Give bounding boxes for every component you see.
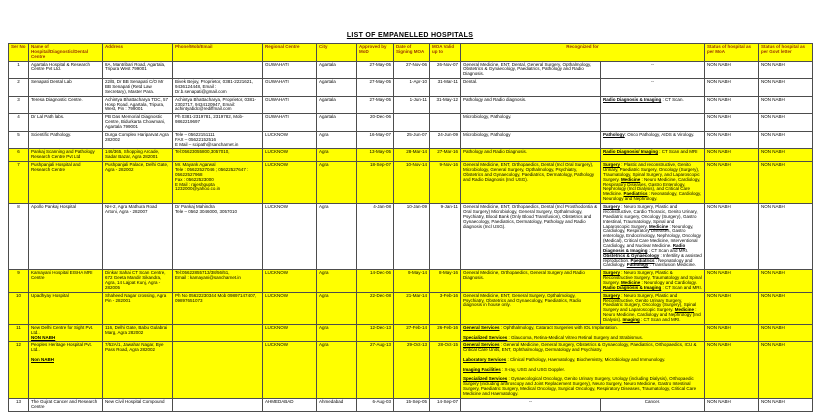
cell-recognized-general: General Medicine, ENT, Orthopaedics, Dental (Incl Prosthodontia & Oral Surgery) Microbiology, General Surgery, Opthalmology, Psychiatry, Blood Bank (Only Blood Transfusion), Obstetrics and Gynaecology, Paediatrics, Dermatology, Pathology and Radio diagnosis (Incl USG). [461, 204, 601, 270]
cell-regional-centre: LUCKNOW [263, 292, 317, 324]
cell-status-moa: NON NABH [705, 398, 759, 411]
cell-recognized-special: Surgery : Neuro Surgery, Plastic & Reconstructive Surgery, Traumatology and Spinal Surgery. Medicine : Neurology and Cardiology. Radio Diagnosis & Imaging : CT Scan and MRI. [601, 270, 705, 292]
table-row [9, 96, 813, 114]
cell-moa-valid-up-to: 27-Mar-16 [430, 149, 461, 162]
cell-phone: Bivek Bejoy, Proprietor, 0381-2221621, 9436124448, Email : Dr.b.senapati@gmail.com [173, 79, 263, 97]
cell-phone: Ph 0381-2319781, 2319782, Mob-9862219697 [173, 114, 263, 132]
cell-regional-centre: LUCKNOW [263, 162, 317, 204]
table-row [9, 162, 813, 204]
cell-phone [173, 324, 263, 342]
cell-recognized-special: Cancer. [601, 398, 705, 411]
cell-ser-no: 12 [9, 342, 29, 398]
header-cell: Recognized for [461, 44, 705, 62]
cell-date-of-signing-moa: 21-Mar-14 [394, 292, 430, 324]
cell-city: Agartala [317, 96, 357, 114]
cell-recognized-general: General Medicine, ENT, Dental, General Surgery, Opthalmology, Obstetrics & Gynaecology, Paediatrics, Pathology and Radio Diagnosis. [461, 61, 601, 79]
cell-date-of-signing-moa: 15-Sep-05 [394, 398, 430, 411]
cell-city: Agra [317, 292, 357, 324]
cell-city: Agra [317, 149, 357, 162]
cell-ser-no: 11 [9, 324, 29, 342]
cell-date-of-signing-moa: 10-Jan-09 [394, 204, 430, 270]
cell-city: Agartala [317, 114, 357, 132]
cell-moa-valid-up-to: 9-Jan-11 [430, 204, 461, 270]
header-cell: Status of hospital as per MoA [705, 44, 759, 62]
cell-moa-valid-up-to: 31-Mar-11 [430, 79, 461, 97]
cell-status-moa: NON NABH [705, 292, 759, 324]
cell-city: Agartala [317, 79, 357, 97]
cell-phone: Ph No 05622230344 Mob 09897147407, 09897651073 [173, 292, 263, 324]
cell-name: Scientific Pathology. [29, 131, 103, 149]
cell-regional-centre: LUCKNOW [263, 204, 317, 270]
cell-date-of-signing-moa: 29-Oct-13 [394, 342, 430, 398]
cell-phone: Tel:05622855713/38/56/51, Email : kamayani@sancharnet.in [173, 270, 263, 292]
cell-status-govt: NON NABH [759, 114, 813, 132]
cell-approved-by-mod: 22-Dec-08 [357, 292, 394, 324]
cell-name: Pankaj Scanning and Pathology Research Centre Pvt Ltd [29, 149, 103, 162]
cell-approved-by-mod: 4-Jan-08 [357, 204, 394, 270]
cell-ser-no: 3 [9, 96, 29, 114]
header-cell: City [317, 44, 357, 62]
table-row [9, 398, 813, 411]
cell-status-moa: NON NABH [705, 149, 759, 162]
cell-status-govt: NON NABH [759, 342, 813, 398]
cell-status-moa: NON NABH [705, 342, 759, 398]
cell-name: The Gujrat Cancer and Research Centre [29, 398, 103, 411]
cell-recognized-general: Microbiology, Pathology. [461, 114, 601, 132]
cell-address: PB Das Memorial Diagnostic Centre, Bidurkarta Chowmani, Agartala 799001 [103, 114, 173, 132]
cell-approved-by-mod: 20-Dec-06 [357, 114, 394, 132]
cell-regional-centre: LUCKNOW [263, 342, 317, 398]
cell-approved-by-mod: 18-Sep-07 [357, 162, 394, 204]
cell-date-of-signing-moa: 27-Feb-14 [394, 324, 430, 342]
cell-moa-valid-up-to: 24-Jun-09 [430, 131, 461, 149]
cell-recognized-special: Surgery : Neuro Surgery, Plastic and reconstructive, Cardio Thoracic, Genito Urinary, Paediatric surgery, Oncology (Surgery), Gastro Intestinal, Traumatology, Spinal and Laparoscopic Surgery. Medicine : Neurology, Cardiology, Respiratory Diseases, Gastro enterology, Endocrinology, Nephrology, Oncology (Medical), Critical Care Medicine, Interventional Cardiology, and Nuclear Medicine. Radio Diagnosis & Imaging : CT Scan and MRI. Obstetrics & Gynaecology : Infertility & assisted reproduction. Paediatrics : Neonatology and Cardiology. Pathology : Transfusion Medicine. [601, 204, 705, 270]
cell-regional-centre: LUCKNOW [263, 270, 317, 292]
cell-moa-valid-up-to: 8-May-16 [430, 270, 461, 292]
header-row [9, 44, 813, 62]
table-row [9, 131, 813, 149]
table-row [9, 149, 813, 162]
header-cell: MOA Valid up to [430, 44, 461, 62]
cell-city: Ahmedabad [317, 398, 357, 411]
cell-ser-no: 8 [9, 204, 29, 270]
cell-recognized-special: -- [601, 61, 705, 79]
cell-address: 146/365, Shopping Arcade, Sadar Bazar, Agra 282001 [103, 149, 173, 162]
table-row [9, 324, 813, 342]
cell-date-of-signing-moa: 10-Nov-14 [394, 162, 430, 204]
cell-name: Peoples Heritage Hospital Pvt. Ltd.. Non NABH [29, 342, 103, 398]
cell-moa-valid-up-to: 3-Feb-16 [430, 292, 461, 324]
cell-status-moa: NON NABH [705, 79, 759, 97]
cell-moa-valid-up-to: 9-Nov-16 [430, 162, 461, 204]
cell-status-govt: NON NABH [759, 204, 813, 270]
cell-recognized: General Services : General Medicine, General Surgery, Obstetrics & Gynaecology, Paediatrics, Orthopaedics, ICU & Critical Care Units, ENT, Ophthalmology, Dermatology and Psychiatry. Laboratory Services : Clinical Pathology, Haematology, Biochemistry, Microbiology and Immunology. Imaging Facilities : X-ray, USG and USG Doppler. Specialized Services : Gynaecological Oncology, Genito Urinary Surgery, Urology (including Dialysis), Orthopaedic Surgery (including arthroscopy and Joint Replacement Surgery), Neuro Surgery, Neuro Medicine, Gastro Intestinal Surgery, Paediatric Surgery, Medical Oncology, Surgical Oncology, Respiratory Diseases, Traumatology, Critical Care Medicine and Haematology. [461, 342, 705, 398]
cell-approved-by-mod: 27-May-05 [357, 79, 394, 97]
cell-moa-valid-up-to: 26-Feb-16 [430, 324, 461, 342]
header-cell: Name of Hospital/Diagnostic/Dental Centre [29, 44, 103, 62]
cell-name: Upadhyay Hospital [29, 292, 103, 324]
cell-regional-centre: LUCKNOW [263, 324, 317, 342]
cell-recognized-special: -- [601, 79, 705, 97]
cell-ser-no: 1 [9, 61, 29, 79]
cell-approved-by-mod: 16-May-07 [357, 131, 394, 149]
cell-name: Pushpanjali Hospital and Research Centre [29, 162, 103, 204]
cell-regional-centre: GUWAHATI [263, 61, 317, 79]
cell-recognized-general: -- [461, 398, 601, 411]
cell-approved-by-mod: 27-May-05 [357, 96, 394, 114]
cell-approved-by-mod: 27-Aug-13 [357, 342, 394, 398]
header-cell: Address [103, 44, 173, 62]
cell-status-govt: NON NABH [759, 79, 813, 97]
cell-phone: Dr Pankaj Mahindra Tele – 0562 3046000, 3057010 [173, 204, 263, 270]
cell-regional-centre: GUWAHATI [263, 79, 317, 97]
cell-moa-valid-up-to: 14-Sep-07 [430, 398, 461, 411]
cell-regional-centre: LUCKNOW [263, 131, 317, 149]
table-row [9, 204, 813, 270]
cell-recognized-special: Surgery : Neuro Surgery, Plastic and Reconstructive, Genito Urinary Surgery, Paediatric Surgery, Oncology (Surgery), Spinal Surgery and Laparoscopic Surgery. Medicine : Neuro Medicine, Cardiology and Nephrology (Incl Dialysis). Imaging : CT Scan and MRI. [601, 292, 705, 324]
cell-status-moa: NON NABH [705, 204, 759, 270]
table-row [9, 79, 813, 97]
cell-status-govt: NON NABH [759, 96, 813, 114]
cell-regional-centre: LUCKNOW [263, 149, 317, 162]
cell-recognized-general: Pathology and Radio diagnosis. [461, 96, 601, 114]
table-row [9, 61, 813, 79]
cell-status-govt: NON NABH [759, 131, 813, 149]
cell-city: Agra [317, 204, 357, 270]
cell-status-moa: NON NABH [705, 270, 759, 292]
header-cell: Approved by MoD [357, 44, 394, 62]
header-cell: Phone/Mob/Email [173, 44, 263, 62]
cell-status-moa: NON NABH [705, 114, 759, 132]
cell-phone [173, 398, 263, 411]
cell-ser-no: 6 [9, 149, 29, 162]
cell-status-govt: NON NABH [759, 162, 813, 204]
cell-recognized-special: Radio Diagnosis & Imaging : CT Scan. [601, 96, 705, 114]
cell-name: Kamayani Hospital EISHA MRI Centre [29, 270, 103, 292]
cell-status-moa: NON NABH [705, 61, 759, 79]
table-row [9, 270, 813, 292]
cell-approved-by-mod: 13-May-05 [357, 149, 394, 162]
cell-phone [173, 342, 263, 398]
cell-city: Agra [317, 162, 357, 204]
cell-recognized-general: General Medicine, ENT, General Surgery, Opthalmology, Psychiatry, Obstetrics and Gynaecology, Paediatrics, Radio diagnosis in house only. [461, 292, 601, 324]
cell-address: Achintya Bhattacharya TDC, 57 Hosp Road, Agartala, Tripura, West, Pin : 799001 [103, 96, 173, 114]
cell-phone: Tel:05623055800,3057010, [173, 149, 263, 162]
cell-regional-centre: GUWAHATI [263, 96, 317, 114]
cell-ser-no: 10 [9, 292, 29, 324]
cell-phone: Achintya Bhattacharya, Proprietor, 0381-2302717, 9434120947, Email: achintyabdc@rediffmail.com [173, 96, 263, 114]
cell-ser-no: 2 [9, 79, 29, 97]
cell-date-of-signing-moa: 28-Mar-14 [394, 149, 430, 162]
cell-address: New Civil Hospital Compound [103, 398, 173, 411]
cell-date-of-signing-moa: 9-May-14 [394, 270, 430, 292]
cell-date-of-signing-moa: 1-Apr-10 [394, 79, 430, 97]
cell-moa-valid-up-to: 28-Oct-15 [430, 342, 461, 398]
cell-recognized-special: Surgery : Plastic and reconstructive, Genito Urinary, Paediatric Surgery, Oncology (Surgery), Traumatology, Spinal Surgery, and Laparoscopic Surgery. Medicine : Neuro Medicine, Cardiology, Respiratory Diseases, Gastro Enterology, Nephrology (Incl Dialysis), and Critical Care Medicine. Paediatrics : Neonatology, Cardiology, Neurology and Nephrology. [601, 162, 705, 204]
cell-status-govt: NON NABH [759, 324, 813, 342]
cell-phone [173, 61, 263, 79]
table-row [9, 114, 813, 132]
cell-phone: Mr. Mayank Agarwal Tele : 05622527046 ; 05622527647 : 05622527968 Fax : 05622523000 E Mail : rajeshgupta 1232000@yahoo.co.in [173, 162, 263, 204]
cell-recognized-general: Microbiology, Pathology [461, 131, 601, 149]
cell-name: Dr Lal Path labs. [29, 114, 103, 132]
cell-recognized-general: Dental. [461, 79, 601, 97]
cell-address: 7/52A/1, Jawahar Nagar, Bye Pass Road, Agra 282002 [103, 342, 173, 398]
cell-city: Agra [317, 131, 357, 149]
cell-approved-by-mod: 12-Dec-13 [357, 324, 394, 342]
cell-recognized: General Services : Ophthalmology, Cataract Surgeries with IOL Implantation. Specialized Services : Glaucoma, Retina-Medical Vitreo Retinal Surgery and Strabismus. [461, 324, 705, 342]
table-header [9, 44, 813, 62]
cell-status-moa: NON NABH [705, 162, 759, 204]
cell-city: Agra [317, 342, 357, 398]
cell-ser-no: 13 [9, 398, 29, 411]
header-cell: Regional Centre [263, 44, 317, 62]
header-cell: Date of Signing MOA [394, 44, 430, 62]
cell-status-govt: NON NABH [759, 61, 813, 79]
cell-recognized-general: General Medicine, Orthopaedics, General Surgery and Radio Diagnosis. [461, 270, 601, 292]
cell-ser-no: 9 [9, 270, 29, 292]
cell-address: 8A, Mantribari Road, Agartala, Tripura West 799001 [103, 61, 173, 79]
cell-address: Dinkar Sahai CT Scan Centre, 672 Geeta Mandir Sikandra, Agra, 14 Lajpat Kunj, Agra - 282005 [103, 270, 173, 292]
cell-recognized-general: General Medicine, ENT, Orthopaedics, Dental (Incl Oral Surgery), Microbiology, General Surgery, Opthalmology, Psychiatry, Obstetrics and Gynaecology, Paediatrics, Dermatology, Pathology and Radio Diagnosis (Incl USG). [461, 162, 601, 204]
cell-name: Senapati Dental Lab [29, 79, 103, 97]
cell-status-govt: NON NABH [759, 292, 813, 324]
cell-recognized-general: Pathology and Radio Diagnosis. [461, 149, 601, 162]
cell-date-of-signing-moa [394, 114, 430, 132]
cell-address: NH-2, Agra Mathura Road Artoni, Agra - 282007 [103, 204, 173, 270]
empanelled-hospitals-table [8, 43, 813, 412]
cell-city: Agartala [317, 61, 357, 79]
cell-date-of-signing-moa: 1-Jun-11 [394, 96, 430, 114]
header-cell: Status of hospital as per Govt letter [759, 44, 813, 62]
cell-status-moa: NON NABH [705, 96, 759, 114]
table-row [9, 292, 813, 324]
cell-name: Apollo Pankaj Hospital [29, 204, 103, 270]
cell-recognized-special: Pathology: Onco Pathology, AIDS & Virology. [601, 131, 705, 149]
cell-address: Pushpanjali Palace, Delhi Gate, Agra - 282002 [103, 162, 173, 204]
cell-status-govt: NON NABH [759, 149, 813, 162]
table-body [9, 61, 813, 411]
cell-phone: Tele – 05622151111 FAX – 05622152516 E Mail – scipath@sancharnet.in [173, 131, 263, 149]
cell-regional-centre: AHMEDABAD [263, 398, 317, 411]
cell-status-govt: NON NABH [759, 270, 813, 292]
cell-date-of-signing-moa: 27-Nov-06 [394, 61, 430, 79]
cell-name: New Delhi Centre for Sight Pvt. Ltd.. NON NABH [29, 324, 103, 342]
cell-address: Durga Complex Hariparvat Agra 282002 [103, 131, 173, 149]
cell-moa-valid-up-to [430, 114, 461, 132]
cell-date-of-signing-moa: 25-Jun-07 [394, 131, 430, 149]
cell-regional-centre: GUWAHATI [263, 114, 317, 132]
page-title: LIST OF EMPANELLED HOSPITALS [346, 32, 474, 39]
cell-status-moa: NON NABH [705, 324, 759, 342]
cell-ser-no: 5 [9, 131, 29, 149]
cell-city: Agra [317, 270, 357, 292]
cell-approved-by-mod: 6-Aug-03 [357, 398, 394, 411]
cell-approved-by-mod: 27-May-05 [357, 61, 394, 79]
header-cell: Ser No [9, 44, 29, 62]
cell-status-moa: NON NABH [705, 131, 759, 149]
cell-ser-no: 4 [9, 114, 29, 132]
cell-recognized-special: Radio Diagnosis/ Imaging : CT Scan and MRI [601, 149, 705, 162]
cell-address: 22/B, Dr BB Senapati C/O Mr BB Senapati (Retd Law Secretary), Master Para. [103, 79, 173, 97]
cell-moa-valid-up-to: 31-May-12 [430, 96, 461, 114]
cell-ser-no: 7 [9, 162, 29, 204]
cell-name: Teresa Diagnostic Centre. [29, 96, 103, 114]
cell-approved-by-mod: 14-Dec-06 [357, 270, 394, 292]
cell-name: Agartala Hospital & Research Centre Pvt Ltd. [29, 61, 103, 79]
cell-recognized-special [601, 114, 705, 132]
cell-address: 116, Delhi Gate, Babu Gulabrai Marg, Agra 282002 [103, 324, 173, 342]
cell-moa-valid-up-to: 26-Nov-07 [430, 61, 461, 79]
table-row [9, 342, 813, 398]
cell-status-govt: NON NABH [759, 398, 813, 411]
cell-city: Agra [317, 324, 357, 342]
cell-address: Shaheed Nagar crossing, Agra Pin - 282001 [103, 292, 173, 324]
